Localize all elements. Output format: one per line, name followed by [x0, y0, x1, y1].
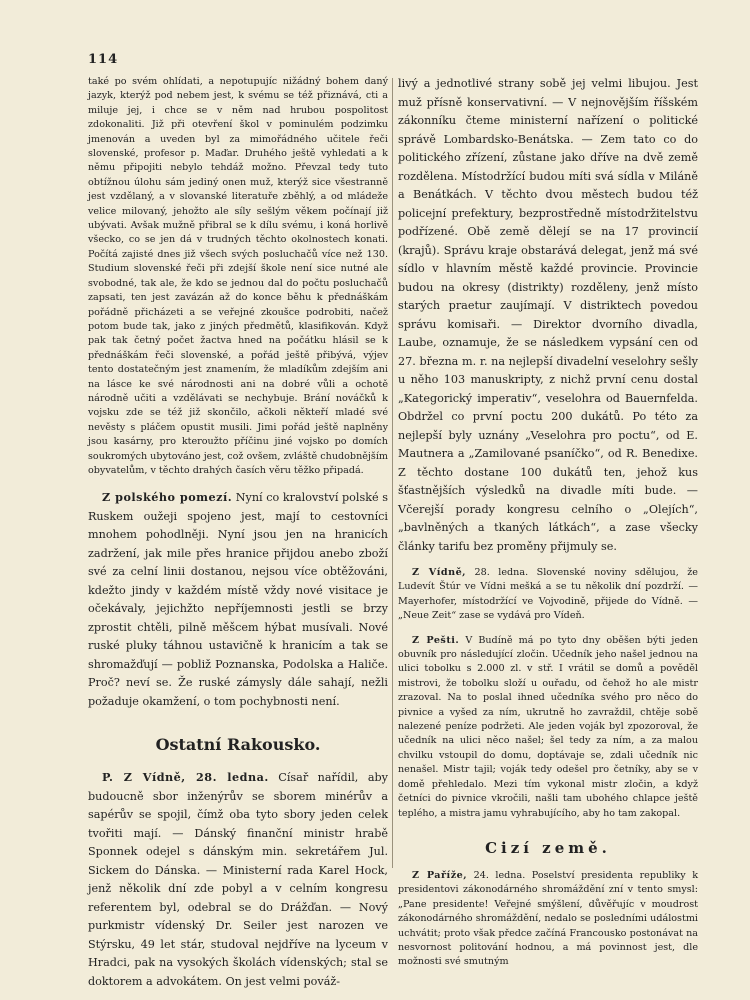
article-vienna-short-body: 28. ledna. Slovenské noviny sdělujou, že Ludevít Štúr ve Vídni mešká a se tu několik dní pozdrží. — Mayerhofer, místodržící ve Vojvodině, přijede do Vídně. — „Neue Zeit“ zase se vydává pro Vídeň. [398, 567, 698, 622]
left-column [88, 75, 388, 991]
dateline-paris: Z Paříže, [412, 869, 468, 881]
dateline-polish-border: Z polského pomezí. [102, 490, 233, 505]
article-paris-body: 24. ledna. Poselství presidenta republiky k presidentovi zákonodárného shromáždění zní v tento smysl: „Pane presidente! Veřejné smýšlení, důvěřujíc v moudrost zákonodárného shromáždění, nedalo se posledními událostmi uchvátit; proto však předce začíná Francousko postonávat na nesvornost politování hodnou, a má povinnost jest, dle možnosti své smutným [398, 869, 699, 968]
dateline-vienna: P. Z Vídně, 28. ledna. [102, 770, 269, 785]
page-number: 114 [88, 52, 119, 67]
section-heading-austria: Ostatní Rakousko. [155, 735, 321, 755]
dateline-pest: Z Pešti. [412, 634, 460, 646]
article-vienna-body: Císař nařídil, aby budoucně sbor inženýrův se sborem minérův a sapérův se spojil, čímž oba tyto sbory jeden celek tvořiti mají. — Dánský finanční ministr hrabě Sponnek odejel s dánským min. sekretářem Jul. Sickem do Dánska. — Ministerní rada Karel Hock, jenž několik dní zde pobyl a v celním kongresu referentem byl, odebral se do Drážďan. — Nový purkmistr vídenský Dr. Seiler jest narozen ve Stýrsku, 49 let stár, studoval nejdříve na lyceum v Hradci, pak na vysokých školách vídenských; stal se doktorem a advokátem. On jest velmi pováž- [88, 771, 388, 988]
dateline-vienna-short: Z Vídně, [412, 567, 467, 578]
article-pest [398, 634, 698, 821]
article-vienna-short [398, 566, 698, 624]
article-paris [398, 869, 698, 970]
section-heading-foreign: Cizí země. [485, 838, 611, 857]
article-vienna [88, 768, 388, 991]
right-column [398, 75, 698, 970]
article-polish-border [88, 488, 388, 711]
column-divider [392, 78, 393, 868]
article-polish-border-body: Nyní co kralovství polské s Ruskem oužeji spojeno jest, mají to cestovníci mnohem pohodlněji. Nyní jsou jen na hranicích zadržení, jak mile přes hranice přijdou anebo zboží své za celní linii dostanou, nejsou více obtěžováni, kdežto jindy v každém místě vždy nové visitace je očekávaly, jejichžto nepříjemnosti jestli se brzy zprostit chtěli, pilně měšcem hýbat musívali. Nové ruské pluky táhnou ustavičně k hranicím a tak se shromažďují — pobliž Poznanska, Podolska a Haliče. Proč? neví se. Že ruské zámysly dále sahají, nežli požaduje okamžení, o tom pochybnosti není. [88, 491, 388, 708]
article-slovak-school: také po svém ohlídati, a nepotupujíc nižádný bohem daný jazyk, kterýž pod nebem jest, k svému se též přiznává, cti a miluje jej, i chce se v něm nad hrubou pospolitost zdokonaliti. Již při otevření škol v pominulém podzimku jmenován a uveden byl za mimořádného učitele řeči slovenské, profesor p. Maďar. Druhého ještě vyhledati a k němu připojiti nebylo tehdáž možno. Převzal tedy tuto obtížnou úlohu sám jediný onen muž, kterýž sice všestranně jest vzdělaný, a v slovanské literatuře zběhlý, a od mládeže velice milovaný, jehožto ale síly sešlým věkem počínají již ubývati. Avšak mužně přibral se k dílu svému, i koná horlivě všecko, co se jen dá v trudných těchto okolnostech konati. Počítá zajisté dnes již všech svých posluchačů více než 130. Studium slovenské řeči při zdejší škole není sice nutné ale svobodné, tak ale, že kdo se jednou dal do počtu posluchačů zapsati, ten jest zavázán až do konce běhu k přednáškám pořádně přicházeti a se veřejné zkoušce podrobiti, načež potom bude tak, jako z jiných předmětů, klasifikován. Když pak tak četný počet žactva hned na počátku hlásil se k přednáškám řeči slovenské, a pořád ještě přibývá, výjev tento dostatečným jest znamením, že mladíkům zdejším ani na lásce ke své národnosti ani na dobré vůli a ochotě národně učiti a vzdělávati se nechybuje. Brání nováčků k vojsku zde se též již skončilo, ačkoli někteří mladé své nevěsty s pláčem opustit musili. Jimi pořád ještě naplněny jsou kasárny, pro kteroužto příčinu jiné vojsko po domích soukromých ubytováno jest, což ovšem, zvláště chudobnějším obyvatelům, v těchto drahých časích věru těžko připadá. [88, 76, 388, 476]
article-pest-body: V Budíně má po tyto dny oběšen býti jeden obuvník pro následující zločin. Učedník jeho našel jednou na ulici tobolku s 2.000 zl. v stř. I vrátil se domů a pověděl mistrovi, že tobolku složí u ouřadu, od čehož ho ale mistr zrazoval. Na to poslal ihned učedníka svého pro něco do pivnice a vyšed za ním, ukrutně ho zavraždil, chtěje sobě nalezené peníze podržeti. Ale jeden voják byl zpozoroval, že učedník na ulici něco našel; šel tedy za ním, a za malou chvilku vstoupil do domu, doptávaje se, zdali učedník nic nenašel. Mistr tajil; voják tedy odešel pro četníky, aby se v domě přehledalo. Mezi tím vykonal mistr zločin, a když četníci do pivnice vkročili, našli tam ubohého chlapce ještě teplého, a mistra jamu vyhrabujícího, aby ho tam zakopal. [398, 634, 698, 819]
article-vienna-continued: livý a jednotlivé strany sobě jej velmi libujou. Jest muž přísně konservativní. — V nejnovějším říšském zákonníku čteme ministerní nařízení o politické správě Lombardsko-Benátska. — Zem tato co do politického zřízení, zůstane jako dříve na dvě země rozdělena. Místodržící budou míti svá sídla v Miláně a Benátkách. V těchto dvou městech budou též policejní prefektury, bezprostředně místodržitelstvu podřízené. Obě země dělejí se na 17 provincií (krajů). Správu kraje obstarává delegat, jenž má své sídlo v hlavním městě každé provincie. Provincie budou na okresy (distrikty) rozděleny, jenž místo starých praetur zaujímají. V distriktech povedou správu komisaři. — Direktor dvorního divadla, Laube, oznamuje, že se následkem vypsání cen od 27. března m. r. na nejlepší divadelní veselohry sešly u něho 103 manuskripty, z nichž první cenu dostal „Kategorický imperativ“, veselohra od Bauernfelda. Obdržel co první poctu 200 dukátů. Po této za nejlepší byly uznány „Veselohra pro poctu“, od E. Mautnera a „Zamilované psaníčko“, od R. Benedixe. Z těchto dostane 100 dukátů ten, jehož kus šťastnějších výsledků na divadle míti bude. — Včerejší porady kongresu celního o „Olejích“, „bavlněných a tkaných látkách“, a zase všecky články tarifu bez proměny přijmuly se. [398, 77, 698, 553]
